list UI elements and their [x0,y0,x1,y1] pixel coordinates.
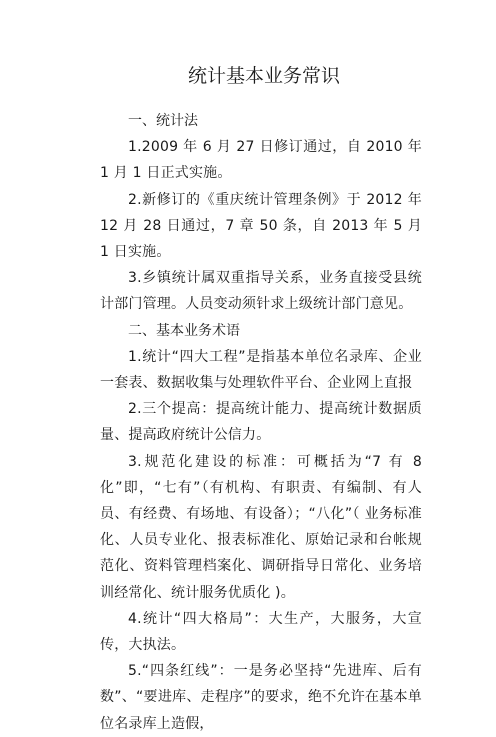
paragraph-law-item-3: 3.乡镇统计属双重指导关系，业务直接受县统计部门管理。人员变动须针求上级统计部门意见。 [100,270,422,313]
paragraph-term-item-1: 1.统计“四大工程”是指基本单位名录库、企业一套表、数据收集与处理软件平台、企业网上直报 [100,348,422,392]
paragraph-term-item-4: 4.统计“四大格局”：大生产，大服务，大宣传，大执法。 [100,610,422,654]
paragraph-term-item-2: 2.三个提高：提高统计能力、提高统计数据质量、提高政府统计公信力。 [100,401,422,444]
section-heading-business-terms: 二、基本业务术语 [128,322,240,339]
document-title: 统计基本业务常识 [187,65,340,87]
section-heading-statistics-law: 一、统计法 [128,113,198,129]
paragraph-term-item-5: 5.“四条红线”：一是务必坚持“先进库、后有数”、“要进库、走程序”的要求，绝不允许在基本单位名录库上造假， [100,663,422,732]
paragraph-term-item-3: 3.规范化建设的标准：可概括为“7 有 8 化”即，“七有”（有机构、有职责、有编制、有人员、有经费、有场地、有设备）；“八化”（ 业务标准化、人员专业化、报表标准化、原始记录和台帐规范化、资料管理档案化、调研指导日常化、业务培训经常化、统计服务优质化 )。 [100,453,422,601]
paragraph-law-item-1: 1.2009 年 6 月 27 日修订通过，自 2010 年 1 月 1 日正式实施。 [100,139,422,182]
paragraph-law-item-2: 2.新修订的《重庆统计管理条例》于 2012 年 12 月 28 日通过，7 章 50 条，自 2013 年 5 月 1 日实施。 [100,191,422,261]
